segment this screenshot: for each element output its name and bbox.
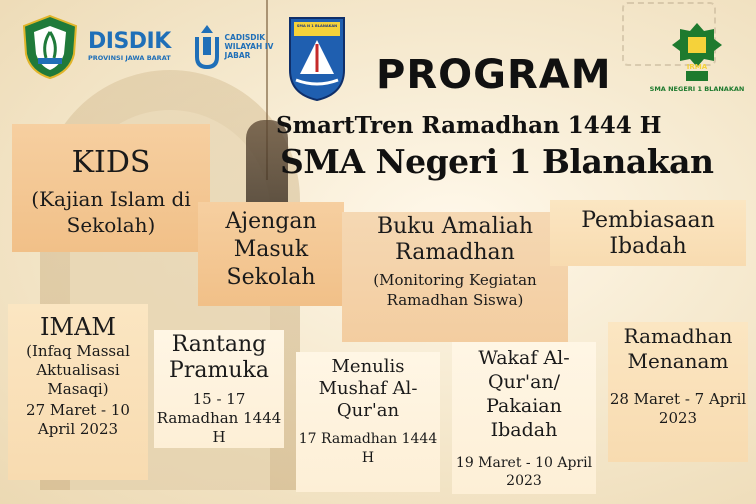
program-desc: (Kajian Islam di Sekolah) xyxy=(31,187,191,237)
disdik-sub: PROVINSI JAWA BARAT xyxy=(88,54,171,62)
program-card-rantang xyxy=(154,330,284,448)
program-title: Ajengan Masuk Sekolah xyxy=(225,209,317,290)
cadisdik-text: CADISDIK WILAYAH IV JABAR xyxy=(224,32,274,60)
program-title: Menulis Mushaf Al-Qur'an xyxy=(318,356,418,421)
page-subtitle: SmartTren Ramadhan 1444 H xyxy=(276,112,662,139)
program-desc: (Infaq Massal Aktualisasi Masaqi) xyxy=(26,342,130,398)
irma-caption: SMA NEGERI 1 BLANAKAN xyxy=(649,85,745,93)
program-title: Ramadhan Menanam xyxy=(623,324,733,373)
irma-logo xyxy=(649,12,745,102)
program-date: 17 Ramadhan 1444 H xyxy=(298,431,438,466)
program-card-ramadhan-menanam xyxy=(608,322,748,462)
program-card-ajengan xyxy=(198,202,344,306)
irma-label: IRMA xyxy=(686,63,708,71)
program-date: 15 - 17 Ramadhan 1444 H xyxy=(156,390,282,446)
program-date: 28 Maret - 7 April 2023 xyxy=(609,390,747,427)
cadisdik-logo xyxy=(183,18,283,74)
program-title: Rantang Pramuka xyxy=(169,332,269,383)
page-title: PROGRAM xyxy=(376,52,612,98)
school-name: SMA Negeri 1 Blanakan xyxy=(280,142,714,181)
disdik-logo xyxy=(88,24,180,68)
program-card-imam xyxy=(8,304,148,480)
sma-badge-text: SMA N 1 BLANAKAN xyxy=(296,24,338,28)
sma-blanakan-logo xyxy=(286,14,348,102)
program-title: IMAM xyxy=(40,313,116,341)
program-card-buku-amaliah xyxy=(342,212,568,342)
disdik-name: DISDIK xyxy=(88,29,171,54)
program-title: Wakaf Al-Qur'an/ Pakaian Ibadah xyxy=(478,347,570,441)
program-card-pembiasaan xyxy=(550,200,746,266)
program-desc: (Monitoring Kegiatan Ramadhan Siswa) xyxy=(373,271,537,309)
jawa-barat-logo xyxy=(20,14,80,80)
program-title: Buku Amaliah Ramadhan xyxy=(376,214,534,265)
program-date: 27 Maret - 10 April 2023 xyxy=(26,401,130,438)
program-title: KIDS xyxy=(71,145,151,180)
program-card-kids xyxy=(12,124,210,252)
program-date: 19 Maret - 10 April 2023 xyxy=(455,455,593,489)
program-title: Pembiasaan Ibadah xyxy=(581,208,715,259)
program-card-menulis-mushaf xyxy=(296,352,440,492)
program-card-wakaf xyxy=(452,342,596,494)
